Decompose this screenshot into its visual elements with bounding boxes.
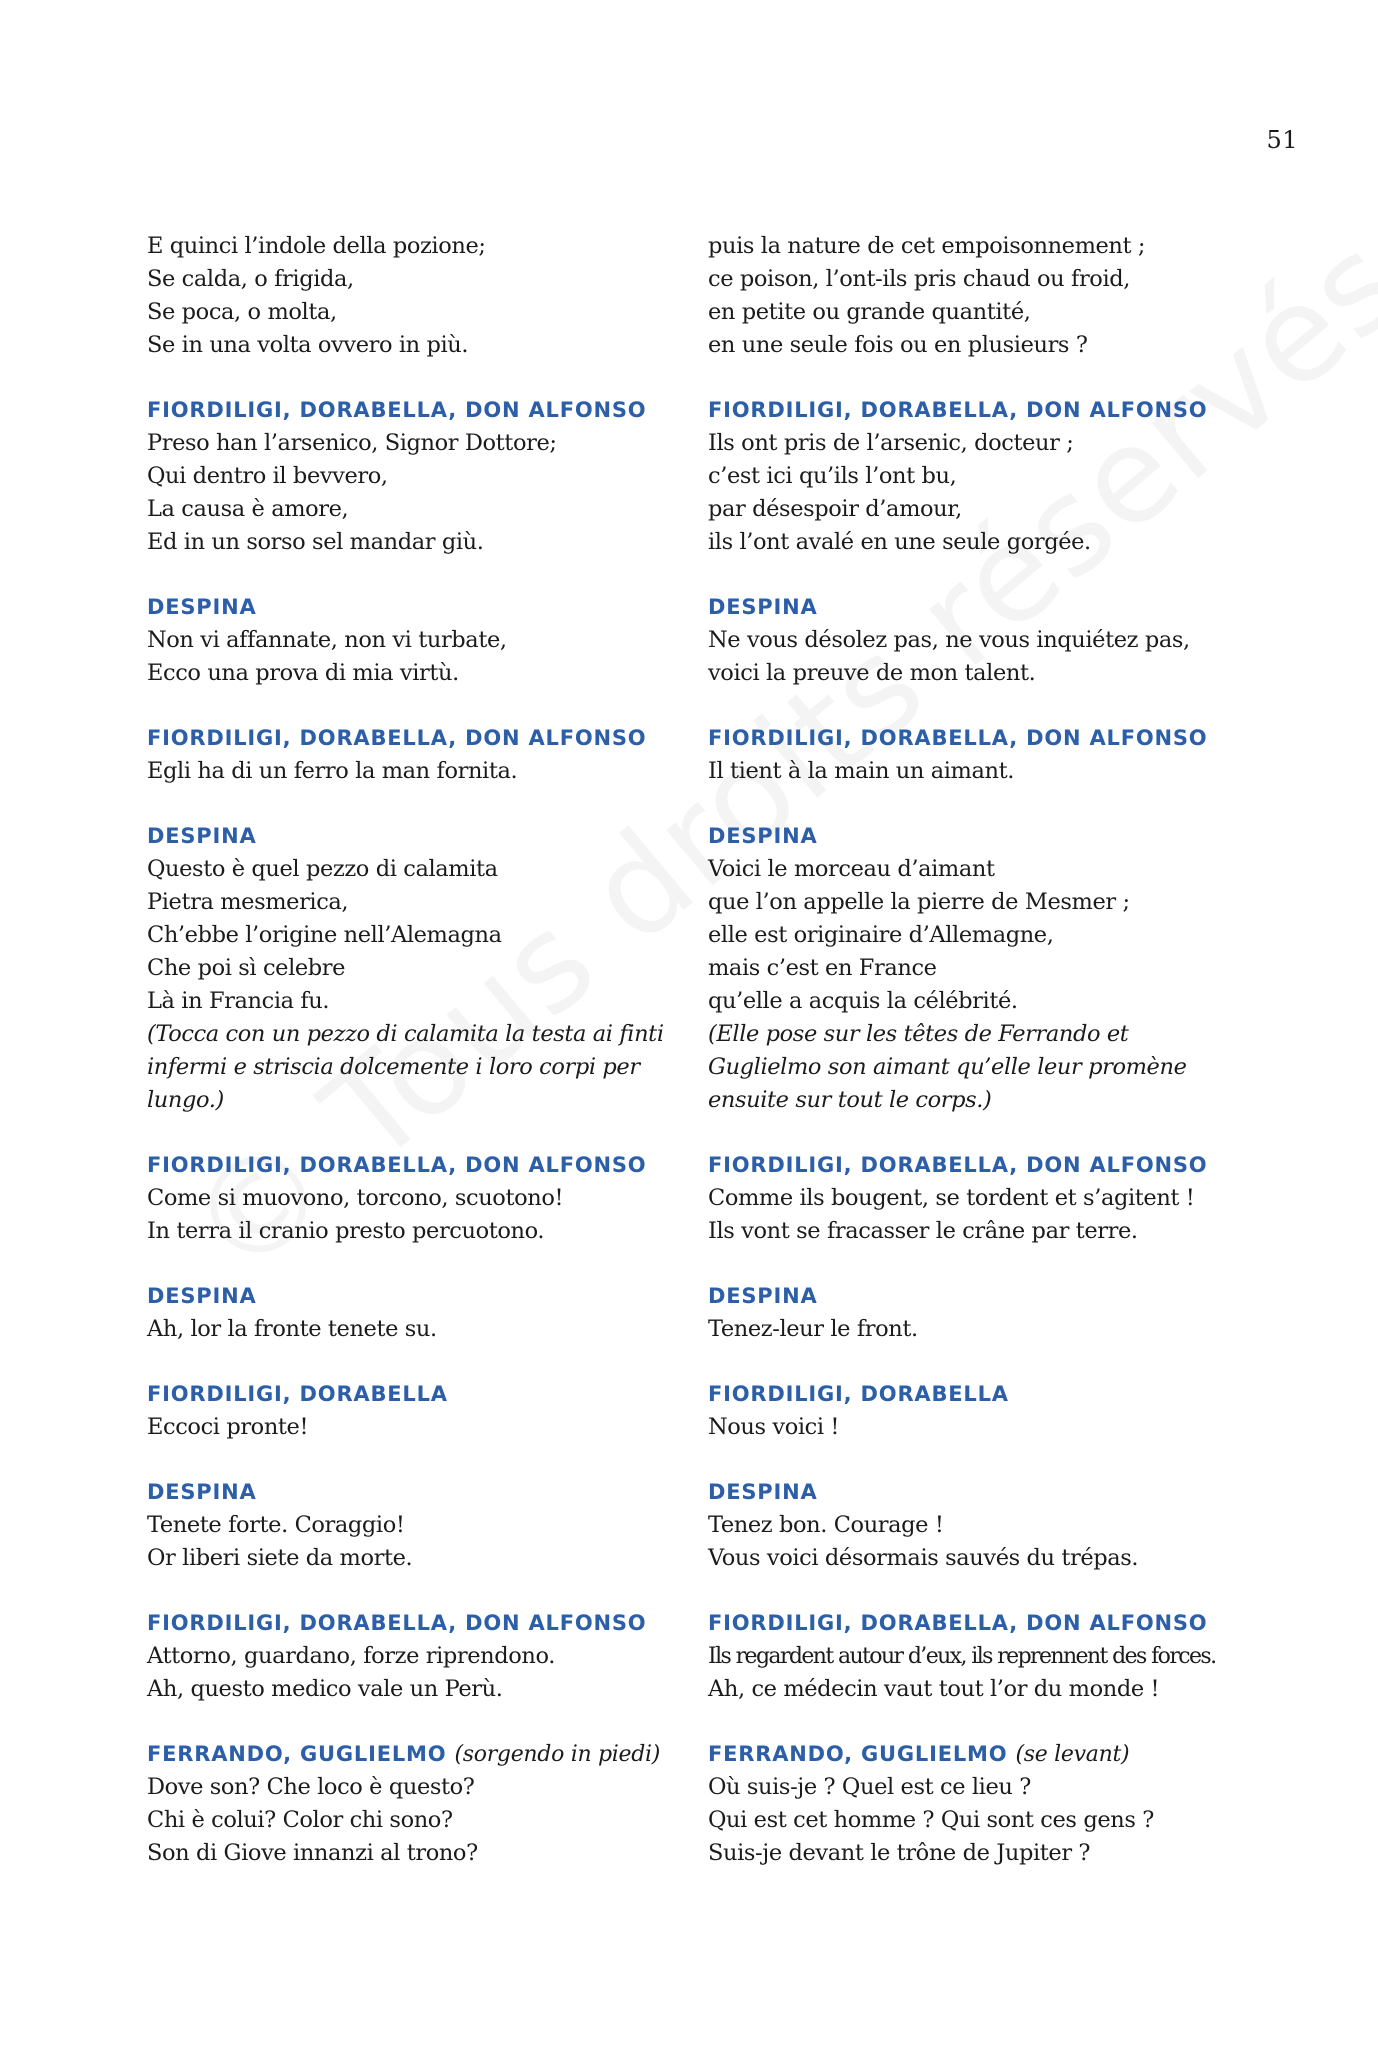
dialogue-block: [147, 394, 687, 559]
verse-line: Se calda, o frigida,: [147, 266, 354, 292]
speaker-name: [708, 1476, 1248, 1509]
speaker-name: [708, 1378, 1248, 1411]
dialogue-block: [708, 1149, 1248, 1248]
verse-line: Comme ils bougent, se tordent et s’agitent !: [708, 1185, 1195, 1211]
dialogue-block: [708, 1378, 1248, 1444]
dialogue-block: [147, 722, 687, 788]
verse-line: mais c’est en France: [708, 955, 937, 981]
verse-line: que l’on appelle la pierre de Mesmer ;: [708, 889, 1130, 915]
verse-line: en une seule fois ou en plusieurs ?: [708, 332, 1088, 358]
speaker-name: [147, 1738, 687, 1771]
verse-line: Non vi affannate, non vi turbate,: [147, 627, 507, 653]
verse-line: Eccoci pronte!: [147, 1414, 309, 1440]
speaker-label: FIORDILIGI, DORABELLA, DON ALFONSO: [147, 1611, 647, 1635]
speaker-name: [708, 1607, 1248, 1640]
verse-line: Ne vous désolez pas, ne vous inquiétez pas,: [708, 627, 1190, 653]
dialogue-block: [708, 591, 1248, 690]
dialogue-block: [708, 1738, 1248, 1870]
dialogue-block: [147, 1280, 687, 1346]
stage-direction-line: (Elle pose sur les têtes de Ferrando et: [708, 1021, 1129, 1047]
dialogue-block: [147, 1607, 687, 1706]
speaker-name: [147, 722, 687, 755]
speaker-name: [147, 591, 687, 624]
speaker-label: FIORDILIGI, DORABELLA: [708, 1382, 1009, 1406]
speaker-name: [708, 820, 1248, 853]
dialogue-block: [708, 230, 1248, 362]
speaker-label: FIORDILIGI, DORABELLA, DON ALFONSO: [708, 398, 1208, 422]
verse-line: Là in Francia fu.: [147, 988, 330, 1014]
speaker-name: [147, 1476, 687, 1509]
verse-line: qu’elle a acquis la célébrité.: [708, 988, 1018, 1014]
verse-line: Nous voici !: [708, 1414, 840, 1440]
verse-line: voici la preuve de mon talent.: [708, 660, 1036, 686]
stage-direction-line: ensuite sur tout le corps.): [708, 1087, 992, 1113]
stage-direction: (sorgendo in piedi): [454, 1742, 661, 1767]
verse-line: Ed in un sorso sel mandar giù.: [147, 529, 484, 555]
speaker-name: [708, 722, 1248, 755]
italian-column: [147, 230, 687, 1902]
verse-line: Ah, ce médecin vaut tout l’or du monde !: [708, 1676, 1160, 1702]
verse-line: Ch’ebbe l’origine nell’Alemagna: [147, 922, 502, 948]
speaker-label: FIORDILIGI, DORABELLA, DON ALFONSO: [147, 726, 647, 750]
verse-line: Tenez-leur le front.: [708, 1316, 918, 1342]
stage-direction-line: lungo.): [147, 1087, 224, 1113]
speaker-label: DESPINA: [147, 1480, 257, 1504]
verse-line: Vous voici désormais sauvés du trépas.: [708, 1545, 1139, 1571]
speaker-label: DESPINA: [147, 595, 257, 619]
verse-line: Qui est cet homme ? Qui sont ces gens ?: [708, 1807, 1154, 1833]
verse-line: Où suis-je ? Quel est ce lieu ?: [708, 1774, 1031, 1800]
verse-line: ils l’ont avalé en une seule gorgée.: [708, 529, 1091, 555]
verse-line: Ils vont se fracasser le crâne par terre.: [708, 1218, 1138, 1244]
speaker-name: [147, 1607, 687, 1640]
verse-line: Tenete forte. Coraggio!: [147, 1512, 405, 1538]
verse-line: Or liberi siete da morte.: [147, 1545, 413, 1571]
page-number: 51: [1266, 126, 1298, 154]
stage-direction-line: (Tocca con un pezzo di calamita la testa ai finti: [147, 1021, 664, 1047]
speaker-name: [708, 1149, 1248, 1182]
speaker-label: FIORDILIGI, DORABELLA: [147, 1382, 448, 1406]
speaker-label: FIORDILIGI, DORABELLA, DON ALFONSO: [147, 1153, 647, 1177]
dialogue-block: [147, 230, 687, 362]
speaker-name: [147, 1378, 687, 1411]
verse-line: Il tient à la main un aimant.: [708, 758, 1014, 784]
speaker-name: [147, 394, 687, 427]
speaker-label: DESPINA: [708, 595, 818, 619]
verse-line: elle est originaire d’Allemagne,: [708, 922, 1054, 948]
dialogue-block: [147, 820, 687, 1117]
verse-line: La causa è amore,: [147, 496, 349, 522]
speaker-label: FIORDILIGI, DORABELLA, DON ALFONSO: [147, 398, 647, 422]
dialogue-block: [147, 1149, 687, 1248]
speaker-label: FERRANDO, GUGLIELMO: [147, 1742, 447, 1766]
dialogue-block: [708, 722, 1248, 788]
verse-line: Se poca, o molta,: [147, 299, 337, 325]
verse-line: Suis-je devant le trône de Jupiter ?: [708, 1840, 1091, 1866]
verse-line: en petite ou grande quantité,: [708, 299, 1031, 325]
speaker-name: [708, 394, 1248, 427]
dialogue-block: [708, 394, 1248, 559]
speaker-label: FIORDILIGI, DORABELLA, DON ALFONSO: [708, 1153, 1208, 1177]
dialogue-block: [147, 591, 687, 690]
speaker-label: DESPINA: [708, 1480, 818, 1504]
dialogue-block: [147, 1738, 687, 1870]
verse-line: Chi è colui? Color chi sono?: [147, 1807, 453, 1833]
verse-line: Ils regardent autour d’eux, ils reprennent des forces.: [708, 1644, 1216, 1669]
dialogue-block: [147, 1476, 687, 1575]
verse-line: puis la nature de cet empoisonnement ;: [708, 233, 1146, 259]
speaker-label: DESPINA: [147, 824, 257, 848]
dialogue-block: [708, 1476, 1248, 1575]
verse-line: Come si muovono, torcono, scuotono!: [147, 1185, 564, 1211]
verse-line: ce poison, l’ont-ils pris chaud ou froid,: [708, 266, 1130, 292]
speaker-label: FIORDILIGI, DORABELLA, DON ALFONSO: [708, 1611, 1208, 1635]
verse-line: Ils ont pris de l’arsenic, docteur ;: [708, 430, 1074, 456]
speaker-name: [708, 591, 1248, 624]
speaker-name: [147, 820, 687, 853]
verse-line: Preso han l’arsenico, Signor Dottore;: [147, 430, 557, 456]
verse-line: Se in una volta ovvero in più.: [147, 332, 469, 358]
verse-line: Attorno, guardano, forze riprendono.: [147, 1643, 556, 1669]
verse-line: Dove son? Che loco è questo?: [147, 1774, 475, 1800]
dialogue-block: [708, 1280, 1248, 1346]
stage-direction: (se levant): [1015, 1742, 1130, 1767]
verse-line: Qui dentro il bevvero,: [147, 463, 388, 489]
verse-line: Voici le morceau d’aimant: [708, 856, 995, 882]
verse-line: In terra il cranio presto percuotono.: [147, 1218, 545, 1244]
verse-line: Ah, questo medico vale un Perù.: [147, 1676, 503, 1702]
dialogue-block: [708, 1607, 1248, 1706]
verse-line: Egli ha di un ferro la man fornita.: [147, 758, 518, 784]
speaker-name: [147, 1149, 687, 1182]
dialogue-block: [147, 1378, 687, 1444]
speaker-label: FERRANDO, GUGLIELMO: [708, 1742, 1008, 1766]
verse-line: Ecco una prova di mia virtù.: [147, 660, 459, 686]
stage-direction-line: Guglielmo son aimant qu’elle leur promène: [708, 1054, 1187, 1080]
speaker-name: [147, 1280, 687, 1313]
verse-line: E quinci l’indole della pozione;: [147, 233, 486, 259]
speaker-name: [708, 1280, 1248, 1313]
verse-line: Questo è quel pezzo di calamita: [147, 856, 498, 882]
speaker-label: DESPINA: [708, 824, 818, 848]
stage-direction-line: infermi e striscia dolcemente i loro corpi per: [147, 1054, 640, 1080]
verse-line: Pietra mesmerica,: [147, 889, 349, 915]
verse-line: Che poi sì celebre: [147, 955, 346, 981]
verse-line: Son di Giove innanzi al trono?: [147, 1840, 478, 1866]
verse-line: c’est ici qu’ils l’ont bu,: [708, 463, 957, 489]
speaker-label: DESPINA: [147, 1284, 257, 1308]
verse-line: par désespoir d’amour,: [708, 496, 962, 522]
speaker-label: DESPINA: [708, 1284, 818, 1308]
speaker-label: FIORDILIGI, DORABELLA, DON ALFONSO: [708, 726, 1208, 750]
french-column: [708, 230, 1248, 1902]
verse-line: Ah, lor la fronte tenete su.: [147, 1316, 437, 1342]
speaker-name: [708, 1738, 1248, 1771]
dialogue-block: [708, 820, 1248, 1117]
verse-line: Tenez bon. Courage !: [708, 1512, 944, 1538]
